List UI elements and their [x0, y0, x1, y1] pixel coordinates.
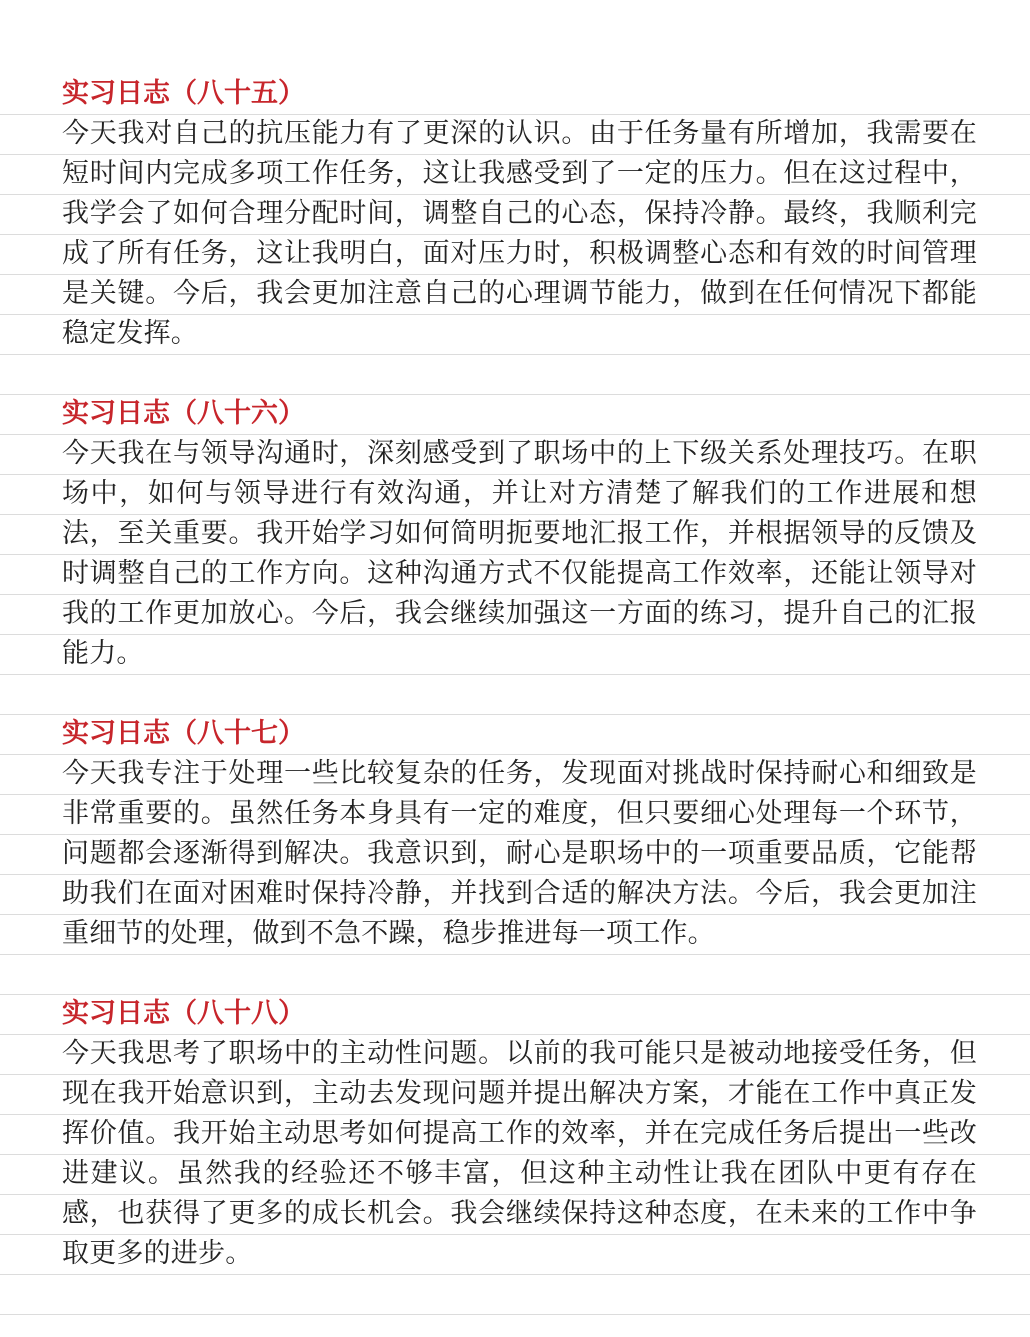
entry-body: 今天我专注于处理一些比较复杂的任务，发现面对挑战时保持耐心和细致是非常重要的。虽然任务本身具有一定的难度，但只要细心处理每一个环节，问题都会逐渐得到解决。我意识到，耐心是职场中的一项重要品质，它能帮助我们在面对困难时保持冷静，并找到合适的解决方法。今后，我会更加注重细节的处理，做到不急不躁，稳步推进每一项工作。: [62, 758, 977, 949]
journal-entry-87: [62, 714, 977, 954]
entry-title: 实习日志（八十七）: [62, 718, 305, 749]
entry-body: 今天我对自己的抗压能力有了更深的认识。由于任务量有所增加，我需要在短时间内完成多项工作任务，这让我感受到了一定的压力。但在这过程中，我学会了如何合理分配时间，调整自己的心态，保持冷静。最终，我顺利完成了所有任务，这让我明白，面对压力时，积极调整心态和有效的时间管理是关键。今后，我会更加注意自己的心理调节能力，做到在任何情况下都能稳定发挥。: [62, 118, 977, 349]
entry-title: 实习日志（八十八）: [62, 998, 305, 1029]
journal-entry-85: [62, 74, 977, 354]
journal-entry-86: [62, 394, 977, 674]
rule-line: [0, 1274, 1030, 1275]
entry-spacer: [62, 674, 977, 714]
entry-spacer: [62, 954, 977, 994]
journal-page: [62, 74, 977, 1274]
entry-body: 今天我思考了职场中的主动性问题。以前的我可能只是被动地接受任务，但现在我开始意识到，主动去发现问题并提出解决方案，才能在工作中真正发挥价值。我开始主动思考如何提高工作的效率，并在完成任务后提出一些改进建议。虽然我的经验还不够丰富，但这种主动性让我在团队中更有存在感，也获得了更多的成长机会。我会继续保持这种态度，在未来的工作中争取更多的进步。: [62, 1038, 977, 1269]
entry-title: 实习日志（八十六）: [62, 398, 305, 429]
entry-body: 今天我在与领导沟通时，深刻感受到了职场中的上下级关系处理技巧。在职场中，如何与领导进行有效沟通，并让对方清楚了解我们的工作进展和想法，至关重要。我开始学习如何简明扼要地汇报工作，并根据领导的反馈及时调整自己的工作方向。这种沟通方式不仅能提高工作效率，还能让领导对我的工作更加放心。今后，我会继续加强这一方面的练习，提升自己的汇报能力。: [62, 438, 977, 669]
entry-title: 实习日志（八十五）: [62, 78, 305, 109]
rule-line: [0, 1314, 1030, 1315]
entry-spacer: [62, 354, 977, 394]
journal-entry-88: [62, 994, 977, 1274]
